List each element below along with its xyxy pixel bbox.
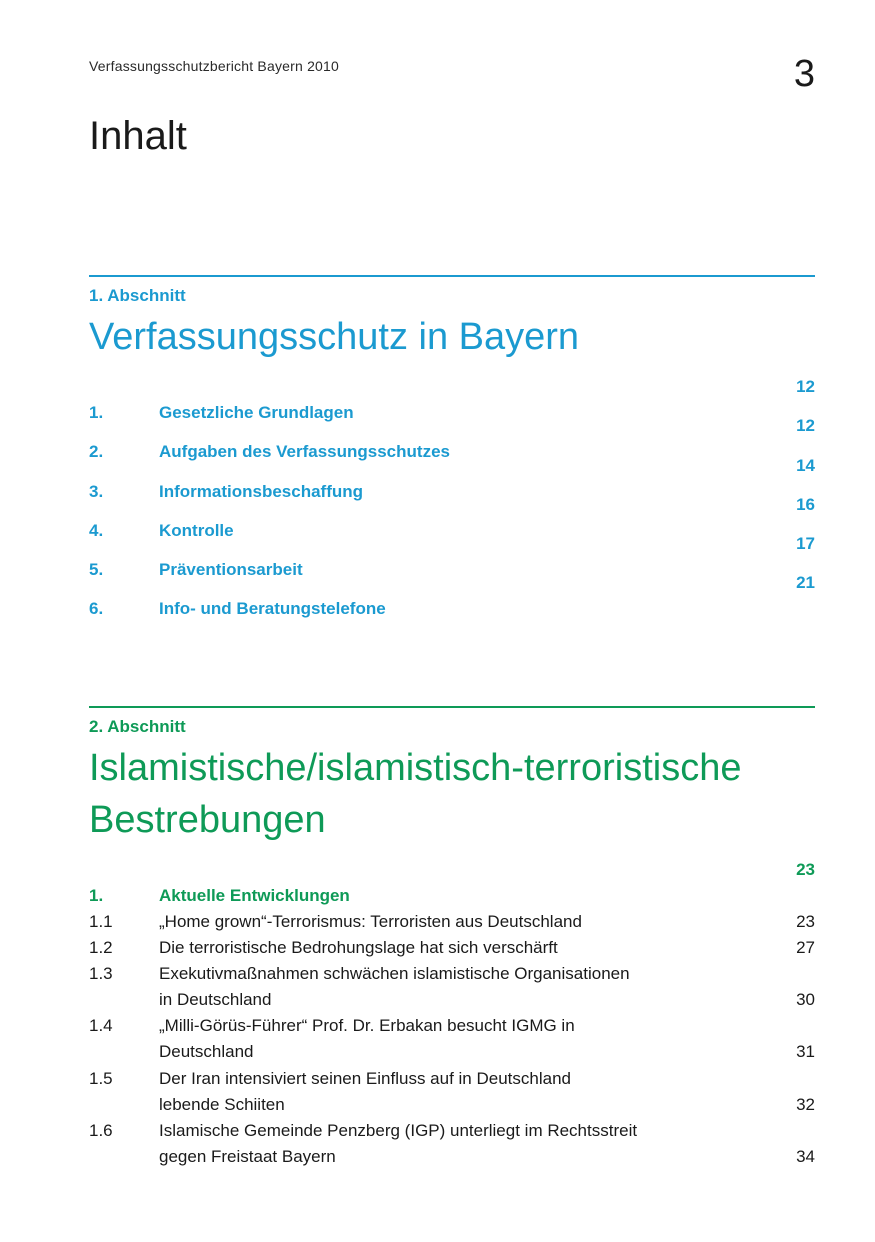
toc-subentry[interactable] (89, 1066, 815, 1118)
toc-subentry[interactable] (89, 961, 815, 1013)
toc-entry-number: 2. (89, 442, 104, 461)
toc-entry-page: 34 (796, 1147, 815, 1166)
toc-entry-title-line1: Islamische Gemeinde Penzberg (IGP) unterliegt im Rechtsstreit (159, 1121, 638, 1140)
toc-subentry[interactable] (89, 1013, 815, 1065)
section-1-header (89, 275, 815, 363)
toc-entry-title: Kontrolle (159, 521, 234, 540)
toc-entry-page: 12 (796, 377, 815, 396)
toc-entry-page: 32 (796, 1095, 815, 1114)
toc-entry-number: 6. (89, 599, 104, 618)
toc-entry-title: Aktuelle Entwicklungen (159, 886, 350, 905)
toc-entry-title: Die terroristische Bedrohungslage hat sich verschärft (159, 938, 558, 957)
section-1-label: 1. Abschnitt (89, 286, 186, 305)
toc-entry-title (159, 1013, 739, 1065)
document-page (89, 0, 815, 1242)
toc-entry-number: 1.6 (89, 1121, 113, 1140)
toc-entry-page: 31 (796, 1042, 815, 1061)
toc-entry-number: 1.1 (89, 912, 113, 931)
toc-entry-title: Info- und Beratungstelefone (159, 599, 386, 618)
toc-entry-title: Präventionsarbeit (159, 560, 303, 579)
toc-entry-title (159, 1066, 739, 1118)
page-number: 3 (793, 53, 815, 95)
running-header: Verfassungsschutzbericht Bayern 2010 (89, 58, 340, 74)
toc-entry-page: 30 (796, 990, 815, 1009)
toc-entry-number: 3. (89, 482, 104, 501)
toc-entry-title-line2: in Deutschland (159, 990, 272, 1009)
toc-entry-number: 1.3 (89, 964, 113, 983)
toc-entry-number: 4. (89, 521, 104, 540)
toc-entry-page: 23 (796, 912, 815, 931)
toc-entry-number: 1. (89, 403, 104, 422)
toc-entry-title: Informationsbeschaffung (159, 482, 364, 501)
toc-entry-title-line1: „Milli-Görüs-Führer“ Prof. Dr. Erbakan besucht IGMG in (159, 1016, 575, 1035)
section-2-rule (89, 706, 815, 708)
toc-entry-number: 1.4 (89, 1016, 113, 1035)
section-1-title: Verfassungsschutz in Bayern (89, 316, 580, 358)
toc-entry-number: 1.2 (89, 938, 113, 957)
toc-entry-title-line2: Deutschland (159, 1042, 254, 1061)
toc-entry-title: „Home grown“-Terrorismus: Terroristen aus Deutschland (159, 912, 582, 931)
toc-entry-number: 1.5 (89, 1069, 113, 1088)
section-2-title-line2: Bestrebungen (89, 799, 326, 841)
toc-entry-title (159, 961, 739, 1013)
toc-subentry[interactable] (89, 1118, 815, 1170)
section-2-title (89, 742, 815, 846)
toc-subentry[interactable] (89, 935, 815, 961)
toc-entry-title: Aufgaben des Verfassungsschutzes (159, 442, 450, 461)
section-2-label: 2. Abschnitt (89, 717, 186, 736)
toc-entry-title-line2: gegen Freistaat Bayern (159, 1147, 336, 1166)
toc-entry-title-line1: Der Iran intensiviert seinen Einfluss auf in Deutschland (159, 1069, 571, 1088)
toc-entry-page: 17 (796, 534, 815, 553)
toc-entry-page: 23 (796, 860, 815, 879)
section-1-rule (89, 275, 815, 277)
section-2-title-line1: Islamistische/islamistisch-terroristische (89, 747, 742, 789)
toc-entry-title-line1: Exekutivmaßnahmen schwächen islamistische Organisationen (159, 964, 630, 983)
page-title: Inhalt (89, 114, 187, 158)
toc-entry-page: 21 (796, 573, 815, 592)
toc-entry-number: 1. (89, 886, 104, 905)
toc-entry-title-line2: lebende Schiiten (159, 1095, 285, 1114)
toc-entry-page: 16 (796, 495, 815, 514)
toc-entry-title (159, 1118, 739, 1170)
toc-subentry[interactable] (89, 909, 815, 935)
toc-entry-page: 14 (796, 456, 815, 475)
section-2-header (89, 706, 815, 846)
toc-entry-number: 5. (89, 560, 104, 579)
toc-entry-page: 12 (796, 416, 815, 435)
toc-entry-page: 27 (796, 938, 815, 957)
toc-entry-title: Gesetzliche Grundlagen (159, 403, 354, 422)
